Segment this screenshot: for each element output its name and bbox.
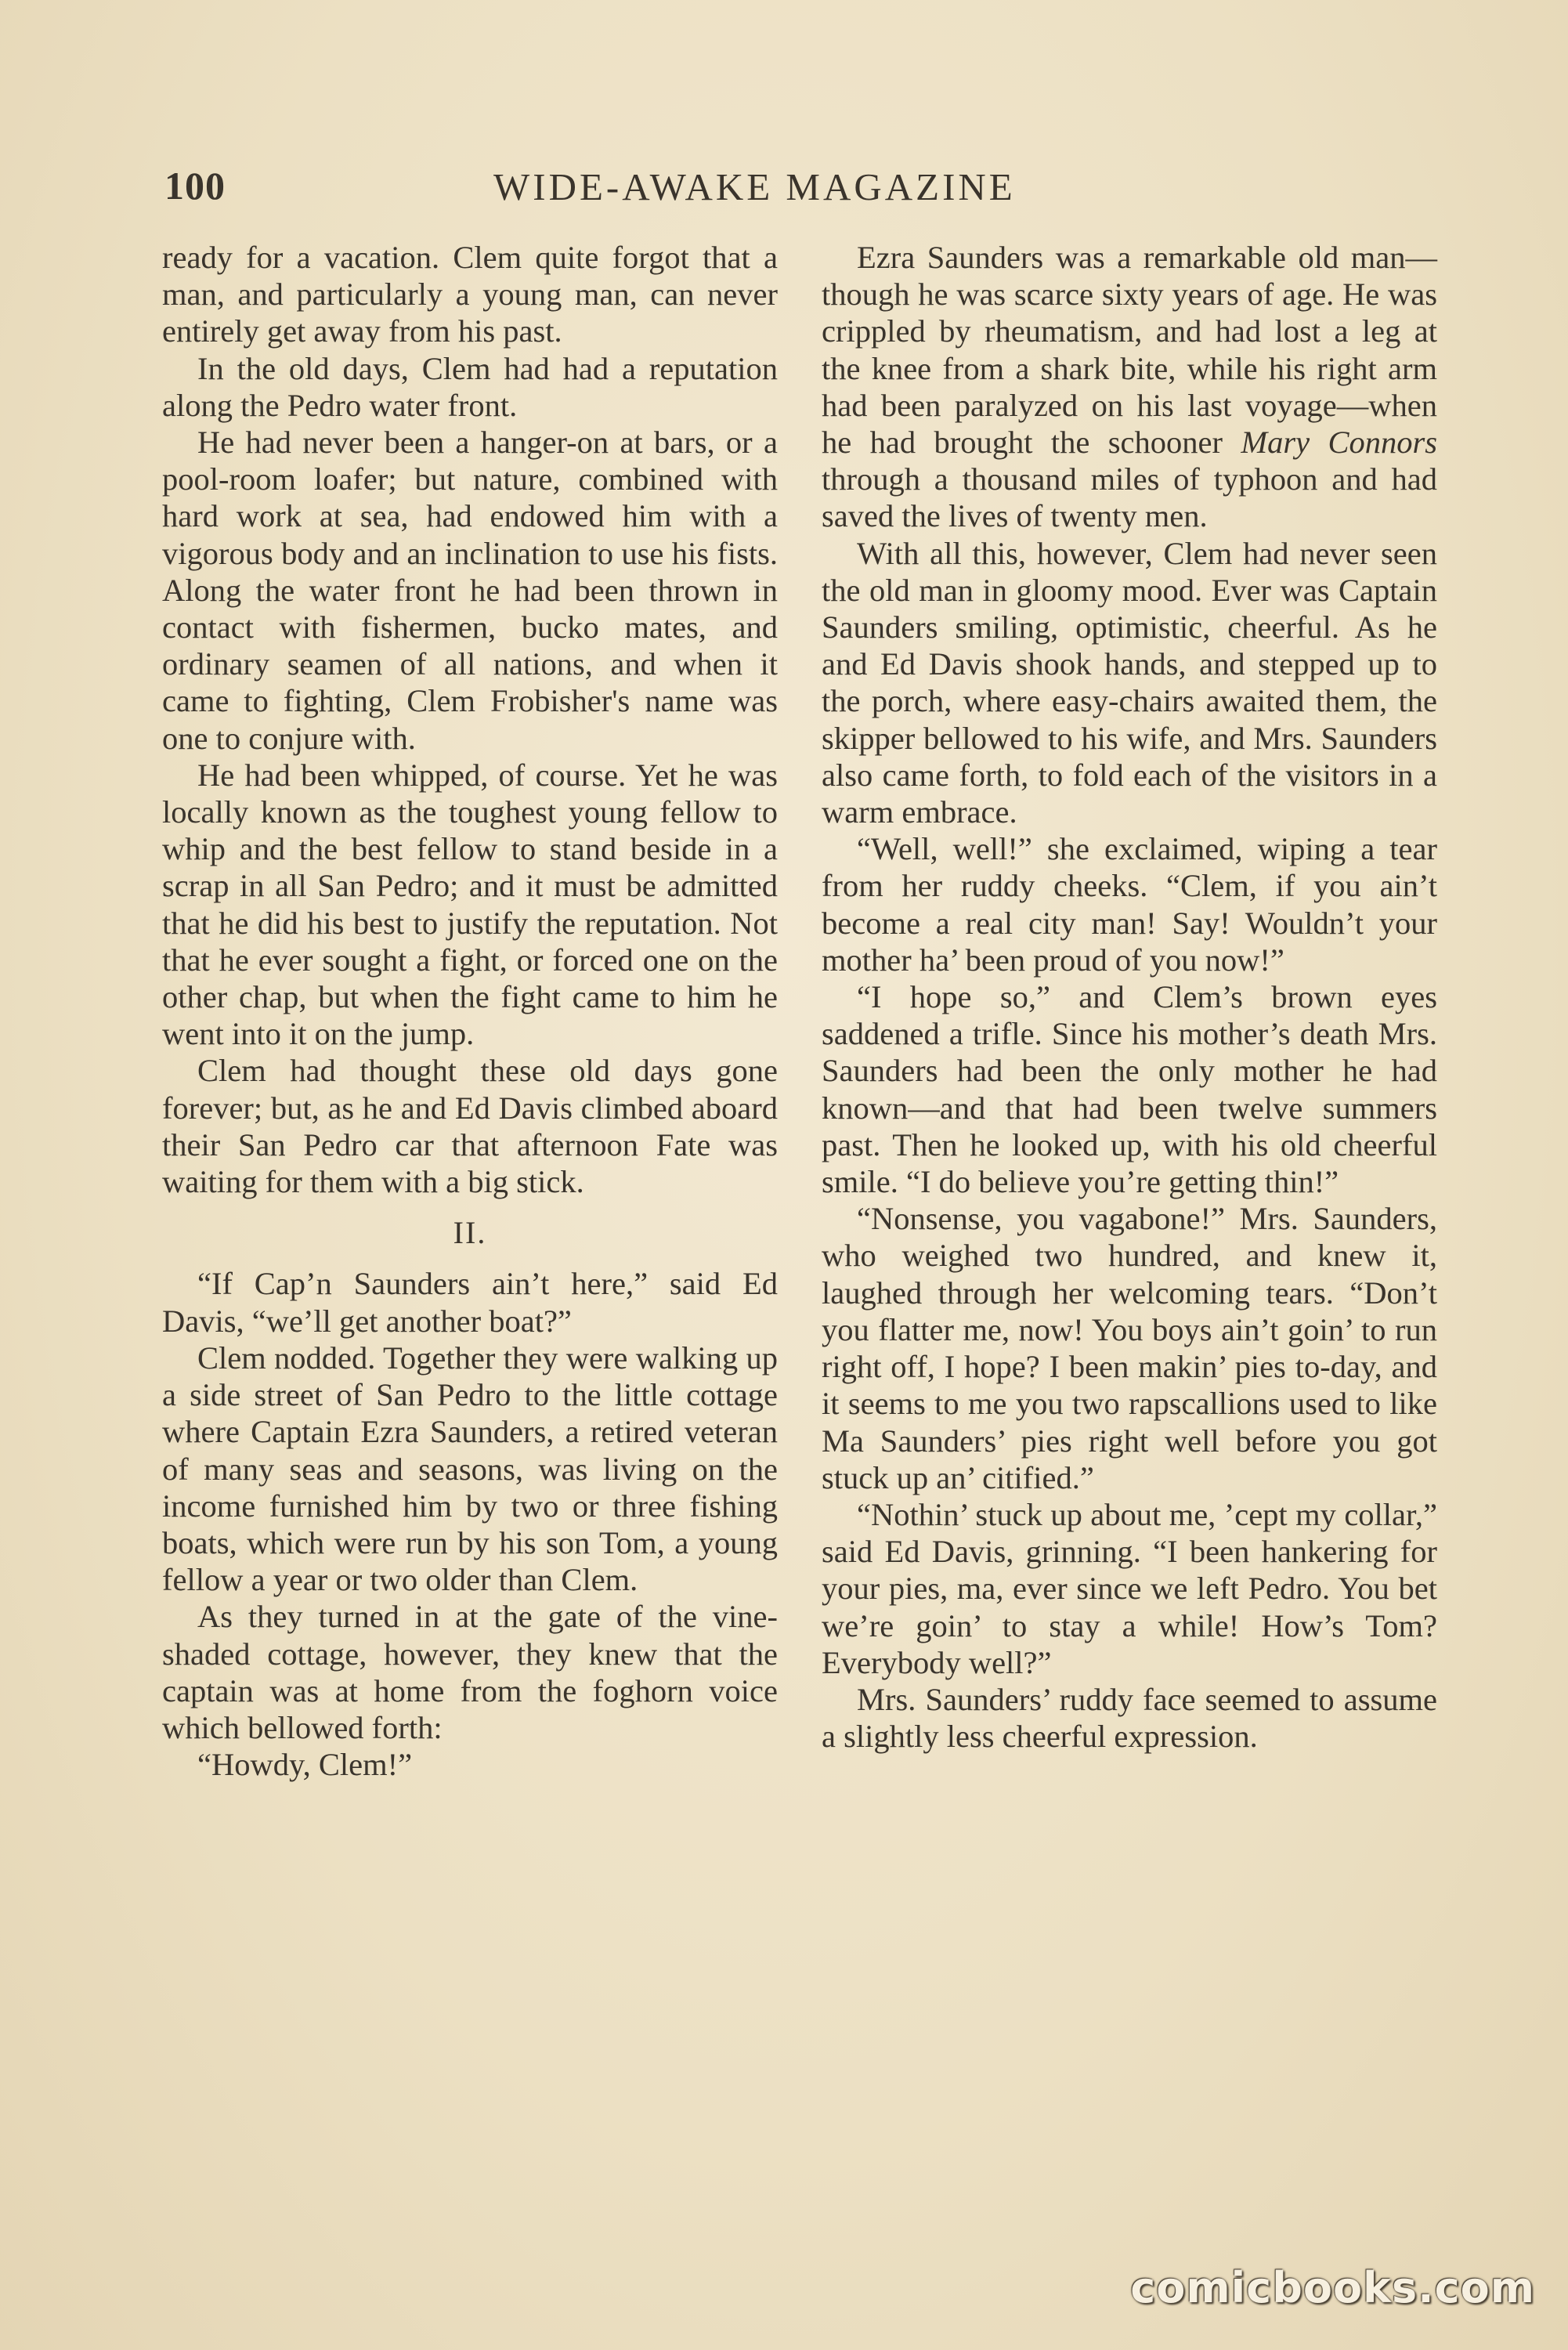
paragraph: In the old days, Clem had had a reputation along the Pedro water front. (162, 350, 778, 423)
paragraph (822, 239, 1437, 535)
text-run: Ezra Saunders was a remarkable old man—though he was scarce sixty years of age. He was crippled by rheumatism, and had lost a leg at the knee from a shark bite, while his right arm had been paralyzed on his last voyage—when he had brought the schooner (822, 240, 1437, 461)
paragraph: “Howdy, Clem!” (197, 1747, 413, 1783)
paragraph: “If Cap’n Saunders ain’t here,” said Ed Davis, “we’ll get another boat?” (162, 1266, 778, 1339)
paragraph: “I hope so,” and Clem’s brown eyes saddened a trifle. Since his mother’s death Mrs. Saunders had been the only mother he had known—and that had been twelve summers past. Then he looked up, with his old cheerful smile. “I do believe you’re getting thin!” (822, 979, 1437, 1200)
paragraph: “Nothin’ stuck up about me, ’cept my collar,” said Ed Davis, grinning. “I been hankering for your pies, ma, ever since we left Pedro. You bet we’re goin’ to stay a while! How’s Tom? Everybody well?” (822, 1496, 1437, 1680)
paragraph: “Nonsense, you vagabone!” Mrs. Saunders, who weighed two hundred, and knew it, laughed through her welcoming tears. “Don’t you flatter me, now! You boys ain’t goin’ to run right off, I hope? I been makin’ pies to-day, and it seems to me you two rapscallions used to like Ma Saunders’ pies right well before you got stuck up an’ citified.” (822, 1201, 1437, 1495)
watermark: comicbooks.com (1130, 2263, 1535, 2312)
paragraph: As they turned in at the gate of the vine-shaded cottage, however, they knew that the captain was at home from the foghorn voice which bellowed forth: (162, 1599, 778, 1745)
paragraph: “Well, well!” she exclaimed, wiping a tear from her ruddy cheeks. “Clem, if you ain’t become a real city man! Say! Wouldn’t your mother ha’ been proud of you now!” (822, 831, 1437, 978)
section-heading: II. (453, 1215, 487, 1251)
left-column (162, 239, 778, 1783)
paragraph: Clem had thought these old days gone forever; but, as he and Ed Davis climbed aboard their San Pedro car that afternoon Fate was waiting for them with a big stick. (162, 1053, 778, 1200)
paragraph: He had never been a hanger-on at bars, or a pool-room loafer; but nature, combined with hard work at sea, had endowed him with a vigorous body and an inclination to use his fists. Along the water front he had been thrown in contact with fishermen, bucko mates, and ordinary seamen of all nations, and when it came to fighting, Clem Frobisher's name was one to conjure with. (162, 425, 778, 756)
text-run: through a thousand miles of typhoon and had saved the lives of twenty men. (822, 461, 1437, 534)
paragraph: He had been whipped, of course. Yet he was locally known as the toughest young fellow to whip and the best fellow to stand beside in a scrap in all San Pedro; and it must be admitted that he did his best to justify the reputation. Not that he ever sought a fight, or forced one on the other chap, but when the fight came to him he went into it on the jump. (162, 757, 778, 1052)
right-column (822, 239, 1437, 1755)
paragraph: ready for a vacation. Clem quite forgot that a man, and particularly a young man, can never entirely get away from his past. (162, 240, 778, 349)
paragraph: With all this, however, Clem had never seen the old man in gloomy mood. Ever was Captain Saunders smiling, optimistic, cheerful. As he and Ed Davis shook hands, and stepped up to the porch, where easy-chairs awaited them, the skipper bellowed to his wife, and Mrs. Saunders also came forth, to fold each of the visitors in a warm embrace. (822, 535, 1437, 830)
paragraph: Mrs. Saunders’ ruddy face seemed to assume a slightly less cheerful expression. (822, 1681, 1437, 1755)
running-head: WIDE-AWAKE MAGAZINE (493, 165, 1016, 208)
page-number: 100 (164, 164, 226, 208)
paragraph: Clem nodded. Together they were walking up a side street of San Pedro to the little cottage where Captain Ezra Saunders, a retired veteran of many seas and seasons, was living on the income furnished him by two or three fishing boats, which were run by his son Tom, a young fellow a year or two older than Clem. (162, 1340, 778, 1598)
ship-name: Mary Connors (1241, 425, 1437, 461)
